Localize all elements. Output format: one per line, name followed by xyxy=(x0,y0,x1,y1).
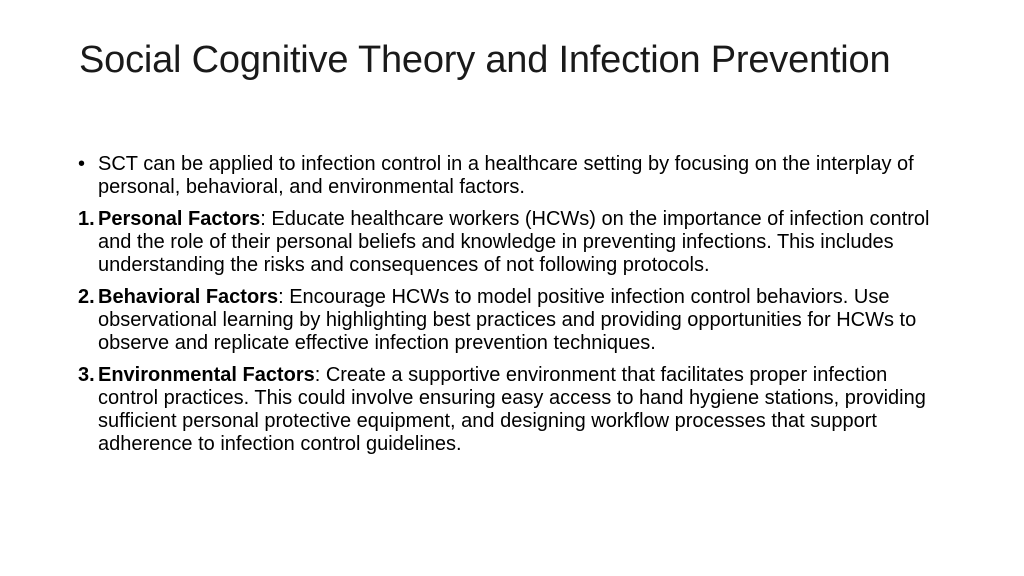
slide-body xyxy=(78,153,948,465)
list-item-text: : Educate healthcare workers (HCWs) on the importance of infection control and the role of their personal beliefs and knowledge in preventing infections. This includes understanding the risks and consequences of not following protocols. xyxy=(98,208,930,276)
list-item-text: : Encourage HCWs to model positive infection control behaviors. Use observational learning by highlighting best practices and providing opportunities for HCWs to observe and replicate effective infection prevention techniques. xyxy=(98,286,917,354)
list-item-heading: Environmental Factors xyxy=(98,364,315,386)
list-item-heading: Personal Factors xyxy=(98,208,261,230)
list-item-environmental-factors xyxy=(78,364,948,456)
bullet-marker: • xyxy=(78,153,86,175)
list-item-text: : Create a supportive environment that facilitates proper infection control practices. This could involve ensuring easy access to hand hygiene stations, providing sufficient personal protective equipment, and designing workflow processes that support adherence to infection control guidelines. xyxy=(98,364,926,455)
slide-title: Social Cognitive Theory and Infection Prevention xyxy=(79,39,891,81)
intro-bullet xyxy=(78,153,948,199)
list-item-number: 1. xyxy=(78,208,95,230)
list-item-heading: Behavioral Factors xyxy=(98,286,279,308)
list-item-personal-factors xyxy=(78,208,948,277)
list-item-number: 2. xyxy=(78,286,95,308)
list-item-behavioral-factors xyxy=(78,286,948,355)
intro-bullet-text: SCT can be applied to infection control in a healthcare setting by focusing on the interplay of personal, behavioral, and environmental factors. xyxy=(98,153,914,198)
list-item-number: 3. xyxy=(78,364,95,386)
